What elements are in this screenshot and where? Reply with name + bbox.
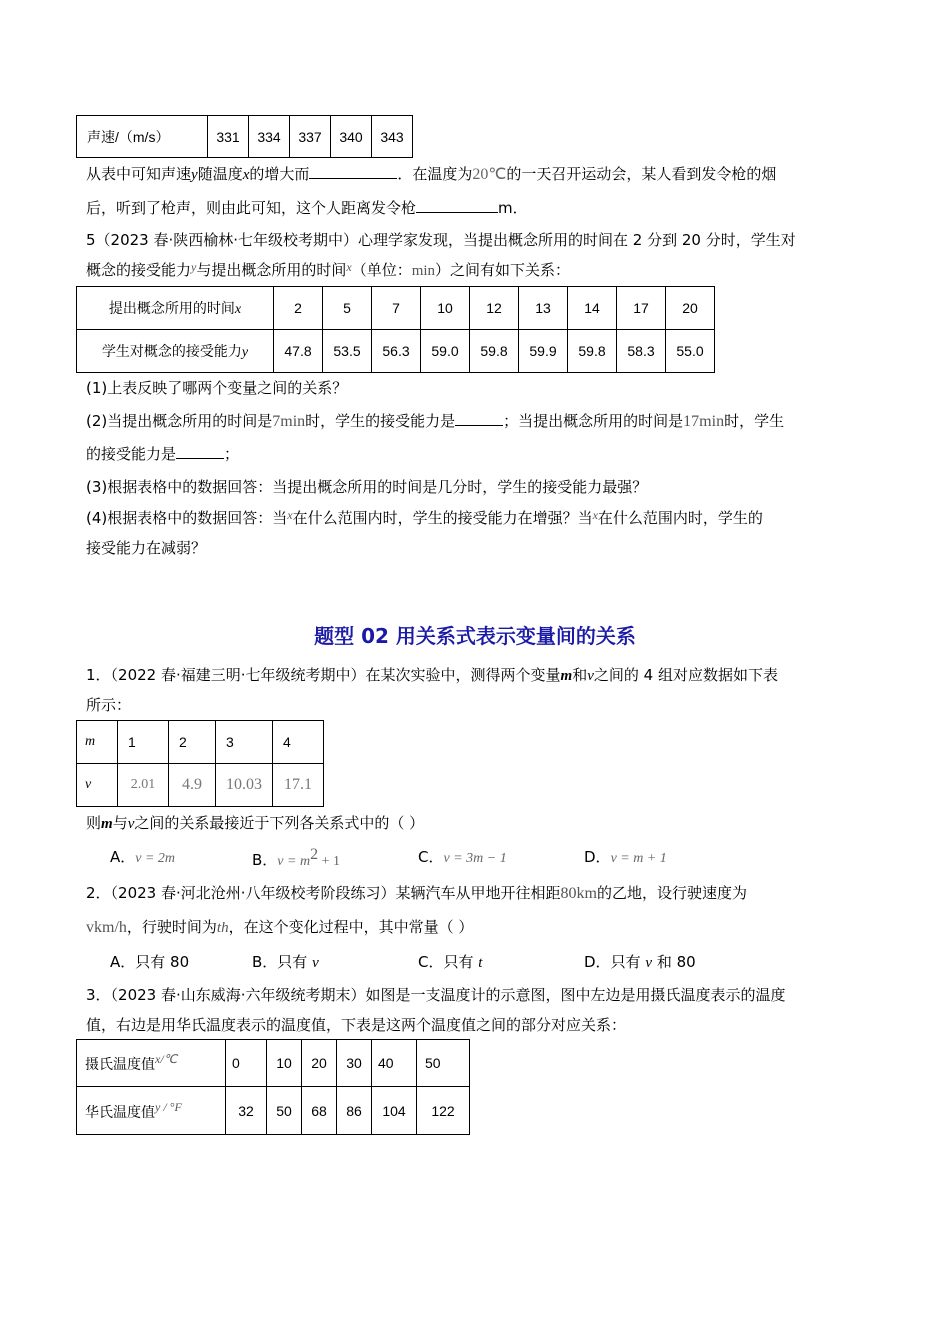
table-cell: 122: [417, 1087, 470, 1135]
q5-sub-2: (2)当提出概念所用的时间是7min时，学生的接受能力是 ；当提出概念所用的时间是17min时，学生: [86, 412, 785, 430]
speed-label-cell: 声速/（m/s）: [77, 116, 208, 158]
table-cell: 2.01: [118, 764, 169, 807]
table-cell: 56.3: [372, 330, 421, 373]
table-row-label: v: [77, 764, 118, 807]
table-cell: 5: [323, 287, 372, 330]
table-cell: 13: [519, 287, 568, 330]
speed-value-cell: 334: [249, 116, 290, 158]
answer-blank[interactable]: [176, 458, 224, 459]
table-row-label: 华氏温度值y / °F: [77, 1087, 226, 1135]
table-cell: 55.0: [666, 330, 715, 373]
p1-line-2: 所示：: [86, 696, 132, 714]
option-a[interactable]: A．v = 2m: [110, 848, 176, 866]
option-b[interactable]: B．$v = m^2 + 1$: [252, 846, 340, 869]
q5-sub-1: (1)上表反映了哪两个变量之间的关系？: [86, 379, 348, 397]
table-cell: 14: [568, 287, 617, 330]
table-cell: 59.9: [519, 330, 568, 373]
table-cell: 10: [421, 287, 470, 330]
table-row-label: m: [77, 721, 118, 764]
table-cell: 53.5: [323, 330, 372, 373]
table-cell: 32: [226, 1087, 267, 1135]
p1-line-1: 1．（2022 春·福建三明·七年级统考期中）在某次实验中，测得两个变量m和v之间的 4 组对应数据如下表: [86, 666, 778, 684]
concept-table: [76, 286, 715, 373]
answer-blank[interactable]: [309, 178, 397, 179]
table-cell: 30: [337, 1040, 372, 1087]
table-cell: 59.0: [421, 330, 470, 373]
table-cell: 0: [226, 1040, 267, 1087]
option-d[interactable]: D．只有 v 和 80: [584, 953, 696, 971]
table-cell: 17.1: [273, 764, 324, 807]
table-cell: 17: [617, 287, 666, 330]
option-c[interactable]: C．只有 t: [418, 953, 483, 971]
table-cell: 50: [267, 1087, 302, 1135]
table-cell: 12: [470, 287, 519, 330]
table-row-label: 摄氏温度值x/℃: [77, 1040, 226, 1087]
table-cell: 58.3: [617, 330, 666, 373]
p2-line-1: 2．（2023 春·河北沧州·八年级校考阶段练习）某辆汽车从甲地开往相距80km的乙地，设行驶速度为: [86, 884, 747, 902]
table-cell: 47.8: [274, 330, 323, 373]
speed-value-cell: 343: [372, 116, 413, 158]
option-d[interactable]: D．v = m + 1: [584, 848, 667, 866]
mv-table: [76, 720, 324, 807]
q5-line-2: 概念的接受能力$^y$与提出概念所用的时间$^x$（单位：min）之间有如下关系：: [86, 260, 571, 279]
table-cell: 1: [118, 721, 169, 764]
speed-value-cell: 331: [208, 116, 249, 158]
table-cell: 4: [273, 721, 324, 764]
q5-sub-4-cont: 接受能力在减弱？: [86, 539, 207, 557]
table-cell: 2: [274, 287, 323, 330]
speed-value-cell: 337: [290, 116, 331, 158]
table-cell: 2: [169, 721, 216, 764]
section-title: 题型 02 用关系式表示变量间的关系: [314, 624, 636, 648]
p3-line-1: 3．（2023 春·山东威海·六年级统考期末）如图是一支温度计的示意图，图中左边是用摄氏温度表示的温度: [86, 986, 786, 1004]
answer-blank[interactable]: [416, 212, 498, 213]
table-cell: 10: [267, 1040, 302, 1087]
table-cell: 3: [216, 721, 273, 764]
q4-line-2: 后，听到了枪声，则由此可知，这个人距离发令枪 m．: [86, 199, 528, 217]
table-cell: 86: [337, 1087, 372, 1135]
q5-sub-3: (3)根据表格中的数据回答：当提出概念所用的时间是几分时，学生的接受能力最强？: [86, 478, 648, 496]
table-cell: 20: [302, 1040, 337, 1087]
table-row-label: 提出概念所用的时间x: [77, 287, 274, 330]
option-a[interactable]: A．只有 80: [110, 953, 190, 971]
table-cell: 4.9: [169, 764, 216, 807]
option-c[interactable]: C．v = 3m − 1: [418, 848, 507, 866]
table-row-label: 学生对概念的接受能力y: [77, 330, 274, 373]
temperature-table: [76, 1039, 470, 1135]
q5-sub-4: (4)根据表格中的数据回答：当$^x$在什么范围内时，学生的接受能力在增强？当$^x$在什么范围内时，学生的: [86, 508, 763, 527]
table-cell: 104: [372, 1087, 417, 1135]
table-cell: 40: [372, 1040, 417, 1087]
q5-sub-2-cont: 的接受能力是 ；: [86, 445, 240, 463]
speed-value-cell: 340: [331, 116, 372, 158]
table-cell: 68: [302, 1087, 337, 1135]
q4-line-1: 从表中可知声速y随温度x的增大而 ．在温度为20℃的一天召开运动会，某人看到发令枪的烟: [86, 165, 777, 183]
table-cell: 10.03: [216, 764, 273, 807]
p1-question: 则m与v之间的关系最接近于下列各关系式中的（ ）: [86, 814, 425, 832]
p3-line-2: 值，右边是用华氏温度表示的温度值，下表是这两个温度值之间的部分对应关系：: [86, 1016, 627, 1034]
table-cell: 59.8: [568, 330, 617, 373]
option-b[interactable]: B．只有 v: [252, 953, 319, 971]
answer-blank[interactable]: [455, 425, 503, 426]
q5-line-1: 5（2023 春·陕西榆林·七年级校考期中）心理学家发现，当提出概念所用的时间在 2 分到 20 分时，学生对: [86, 231, 796, 249]
table-cell: 7: [372, 287, 421, 330]
p2-line-2: vkm/h，行驶时间为th，在这个变化过程中，其中常量（ ）: [86, 918, 474, 936]
speed-table: [76, 115, 413, 158]
table-cell: 50: [417, 1040, 470, 1087]
table-cell: 20: [666, 287, 715, 330]
table-cell: 59.8: [470, 330, 519, 373]
